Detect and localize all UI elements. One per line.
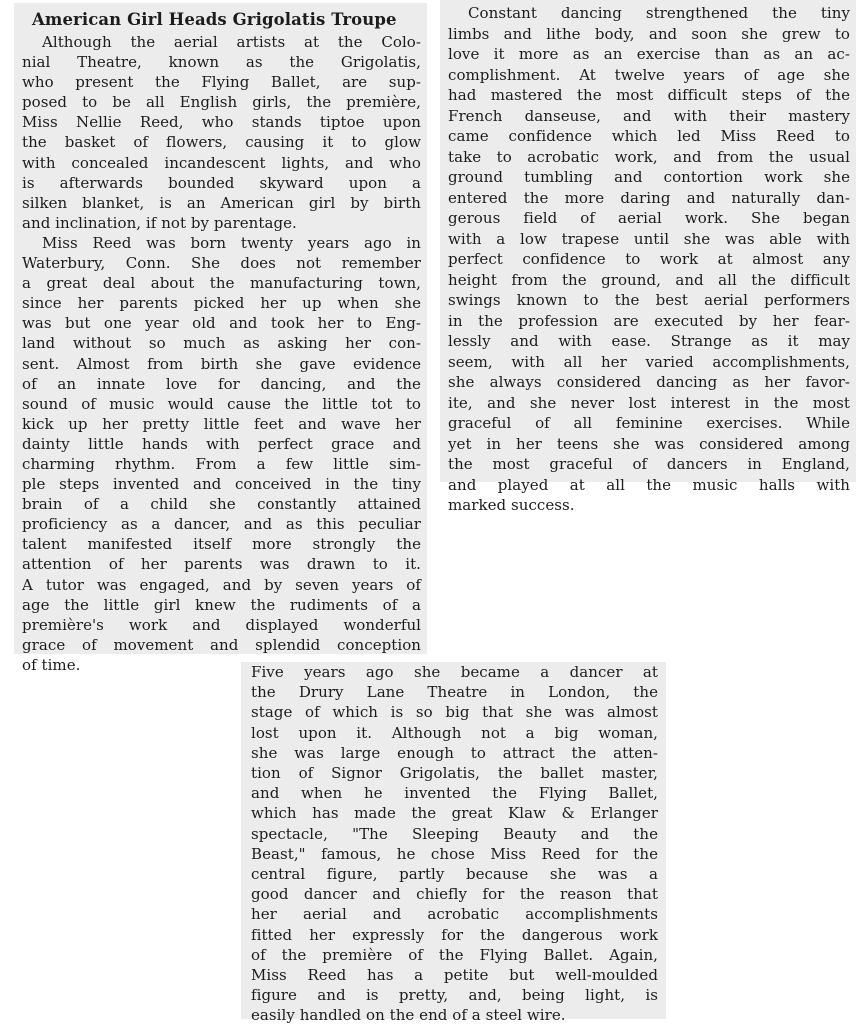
text-line: A tutor was engaged, and by seven years of	[22, 575, 421, 594]
text-line: spectacle, "The Sleeping Beauty and the	[251, 824, 658, 843]
text-line: perfect confidence to work at almost any	[448, 250, 850, 268]
text-line: and inclination, if not by parentage.	[22, 213, 297, 232]
text-line: Miss Reed was born twenty years ago in	[42, 233, 421, 252]
text-line: with concealed incandescent lights, and who	[22, 153, 421, 172]
text-line: her aerial and acrobatic accomplishments	[251, 905, 658, 924]
text-line: tion of Signor Grigolatis, the ballet master,	[251, 764, 658, 783]
clipping-column-1	[14, 3, 427, 674]
clipping-column-3	[241, 662, 666, 1025]
text-line: talent manifested itself more strongly the	[22, 535, 421, 554]
text-line: and when he invented the Flying Ballet,	[251, 784, 658, 803]
text-line: ite, and she never lost interest in the most	[448, 393, 850, 412]
text-line: Five years ago she became a dancer at	[251, 663, 658, 681]
text-line: attention of her parents was drawn to it.	[22, 555, 421, 574]
text-line: dainty little hands with perfect grace and	[22, 434, 421, 453]
text-line: ground tumbling and contortion work she	[448, 168, 850, 186]
text-line: the Drury Lane Theatre in London, the	[251, 683, 658, 702]
text-line: ple steps invented and conceived in the tiny	[22, 475, 421, 494]
text-line: graceful of all feminine exercises. While	[448, 414, 850, 432]
text-line: in the profession are executed by her fear-	[448, 311, 850, 330]
text-line: silken blanket, is an American girl by birth	[22, 193, 421, 212]
text-line: a great deal about the manufacturing town,	[22, 274, 421, 293]
column-3-text	[251, 662, 658, 1026]
article-paragraph	[22, 32, 421, 233]
article-paragraph	[251, 662, 658, 1026]
text-line: yet in her teens she was considered among	[448, 434, 850, 453]
text-line: who present the Flying Ballet, are sup-	[22, 73, 421, 92]
text-line: of an innate love for dancing, and the	[22, 374, 421, 393]
text-line: brain of a child she constantly attained	[22, 495, 421, 514]
text-line: sent. Almost from birth she gave evidence	[22, 354, 421, 373]
text-line: gerous field of aerial work. She began	[448, 209, 850, 227]
text-line: swings known to the best aerial performers	[448, 291, 850, 309]
text-line: is afterwards bounded skyward upon a	[22, 173, 421, 192]
article-paragraph	[448, 3, 850, 516]
text-line: nial Theatre, known as the Grigolatis,	[22, 53, 421, 72]
text-line: land without so much as asking her con-	[22, 334, 421, 353]
text-line: entered the more daring and naturally dan-	[448, 188, 850, 207]
text-line: Waterbury, Conn. She does not remember	[22, 254, 421, 273]
text-line: limbs and lithe body, and soon she grew to	[448, 24, 850, 43]
text-line: she was large enough to attract the atten-	[251, 743, 658, 762]
text-line: marked success.	[448, 496, 575, 514]
text-line: posed to be all English girls, the première,	[22, 93, 421, 112]
text-line: central figure, partly because she was a	[251, 865, 658, 884]
text-line: French danseuse, and with their mastery	[448, 106, 850, 125]
text-line: with a low trapese until she was able with	[448, 229, 850, 248]
text-line: charming rhythm. From a few little sim-	[22, 454, 421, 473]
text-line: height from the ground, and all the difficult	[448, 270, 850, 289]
text-line: good dancer and chiefly for the reason that	[251, 885, 658, 904]
text-line: the most graceful of dancers in England,	[448, 455, 850, 473]
text-line: the basket of flowers, causing it to glow	[22, 133, 421, 152]
text-line: Constant dancing strengthened the tiny	[468, 4, 850, 22]
article-headline: American Girl Heads Grigolatis Troupe	[32, 10, 397, 29]
text-line: fitted her expressly for the dangerous work	[251, 925, 658, 944]
text-line: Although the aerial artists at the Colo-	[42, 33, 421, 51]
text-line: grace of movement and splendid conception	[22, 635, 421, 654]
text-line: was but one year old and took her to Eng-	[22, 314, 421, 333]
text-line: complishment. At twelve years of age she	[448, 65, 850, 84]
text-line: sound of music would cause the little tot to	[22, 394, 421, 413]
text-line: of the première of the Flying Ballet. Again,	[251, 945, 658, 964]
text-line: and played at all the music halls with	[448, 475, 850, 494]
article-paragraph	[22, 233, 421, 675]
column-2-text	[448, 3, 850, 516]
text-line: had mastered the most difficult steps of the	[448, 86, 850, 104]
text-line: kick up her pretty little feet and wave her	[22, 414, 421, 433]
text-line: which has made the great Klaw & Erlanger	[251, 804, 658, 823]
text-line: proficiency as a dancer, and as this peculiar	[22, 515, 421, 534]
text-line: figure and is pretty, and, being light, is	[251, 986, 658, 1005]
text-line: Miss Reed has a petite but well-moulded	[251, 966, 658, 985]
text-line: lessly and with ease. Strange as it may	[448, 332, 850, 350]
text-line: Beast," famous, he chose Miss Reed for the	[251, 844, 658, 863]
text-line: take to acrobatic work, and from the usual	[448, 147, 850, 166]
text-line: première's work and displayed wonderful	[22, 615, 421, 634]
text-line: love it more as an exercise than as an ac-	[448, 45, 850, 63]
text-line: since her parents picked her up when she	[22, 294, 421, 313]
text-line: easily handled on the end of a steel wire.	[251, 1006, 566, 1025]
text-line: of time.	[22, 655, 81, 674]
text-line: Miss Nellie Reed, who stands tiptoe upon	[22, 113, 421, 132]
text-line: she always considered dancing as her favor-	[448, 373, 850, 391]
text-line: age the little girl knew the rudiments of a	[22, 595, 421, 614]
text-line: came confidence which led Miss Reed to	[448, 127, 850, 145]
column-1-text	[22, 32, 421, 675]
clipping-column-2	[440, 0, 856, 514]
text-line: seem, with all her varied accomplishments,	[448, 352, 850, 371]
text-line: lost upon it. Although not a big woman,	[251, 723, 658, 742]
text-line: stage of which is so big that she was almost	[251, 703, 658, 722]
